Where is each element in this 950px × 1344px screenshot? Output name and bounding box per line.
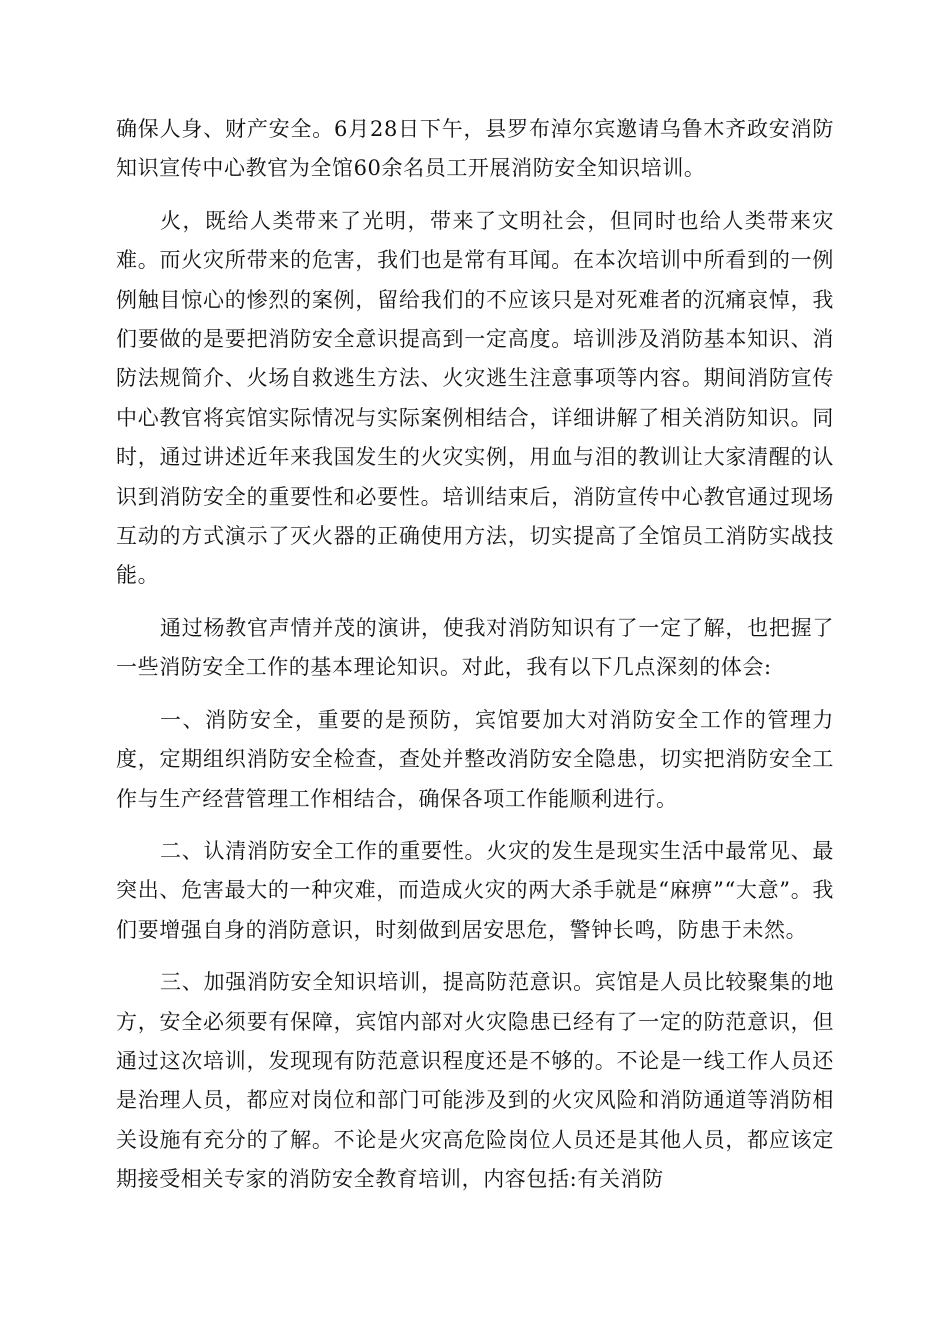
paragraph-point-two: 二、认清消防安全工作的重要性。火灾的发生是现实生活中最常见、最突出、危害最大的一种灾难，而造成火灾的两大杀手就是“麻痹”“大意”。我们要增强自身的消防意识，时刻做到居安思危，警钟长鸣，防患于未然。	[116, 838, 834, 942]
paragraph-reflection: 通过杨教官声情并茂的演讲，使我对消防知识有了一定了解，也把握了一些消防安全工作的基本理论知识。对此，我有以下几点深刻的体会:	[116, 615, 834, 680]
paragraph-intro: 确保人身、财产安全。6月28日下午，县罗布淖尔宾邀请乌鲁木齐政安消防知识宣传中心教官为全馆60余名员工开展消防安全知识培训。	[116, 117, 834, 181]
paragraph-fire-training: 火，既给人类带来了光明，带来了文明社会，但同时也给人类带来灾难。而火灾所带来的危害，我们也是常有耳闻。在本次培训中所看到的一例例触目惊心的惨烈的案例，留给我们的不应该只是对死难者的沉痛哀悼，我们要做的是要把消防安全意识提高到一定高度。培训涉及消防基本知识、消防法规简介、火场自救逃生方法、火灾逃生注意事项等内容。期间消防宣传中心教官将宾馆实际情况与实际案例相结合，详细讲解了相关消防知识。同时，通过讲述近年来我国发生的火灾实例，用血与泪的教训让大家清醒的认识到消防安全的重要性和必要性。培训结束后，消防宣传中心教官通过现场互动的方式演示了灭火器的正确使用方法，切实提高了全馆员工消防实战技能。	[116, 208, 834, 588]
paragraph-point-one: 一、消防安全，重要的是预防，宾馆要加大对消防安全工作的管理力度，定期组织消防安全检查，查处并整改消防安全隐患，切实把消防安全工作与生产经营管理工作相结合，确保各项工作能顺利进行。	[116, 707, 834, 811]
document-body	[116, 110, 834, 1200]
paragraph-point-three: 三、加强消防安全知识培训，提高防范意识。宾馆是人员比较聚集的地方，安全必须要有保障，宾馆内部对火灾隐患已经有了一定的防范意识，但通过这次培训，发现现有防范意识程度还是不够的。不论是一线工作人员还是治理人员，都应对岗位和部门可能涉及到的火灾风险和消防通道等消防相关设施有充分的了解。不论是火灾高危险岗位人员还是其他人员，都应该定期接受相关专家的消防安全教育培训，内容包括:有关消防	[116, 970, 834, 1192]
